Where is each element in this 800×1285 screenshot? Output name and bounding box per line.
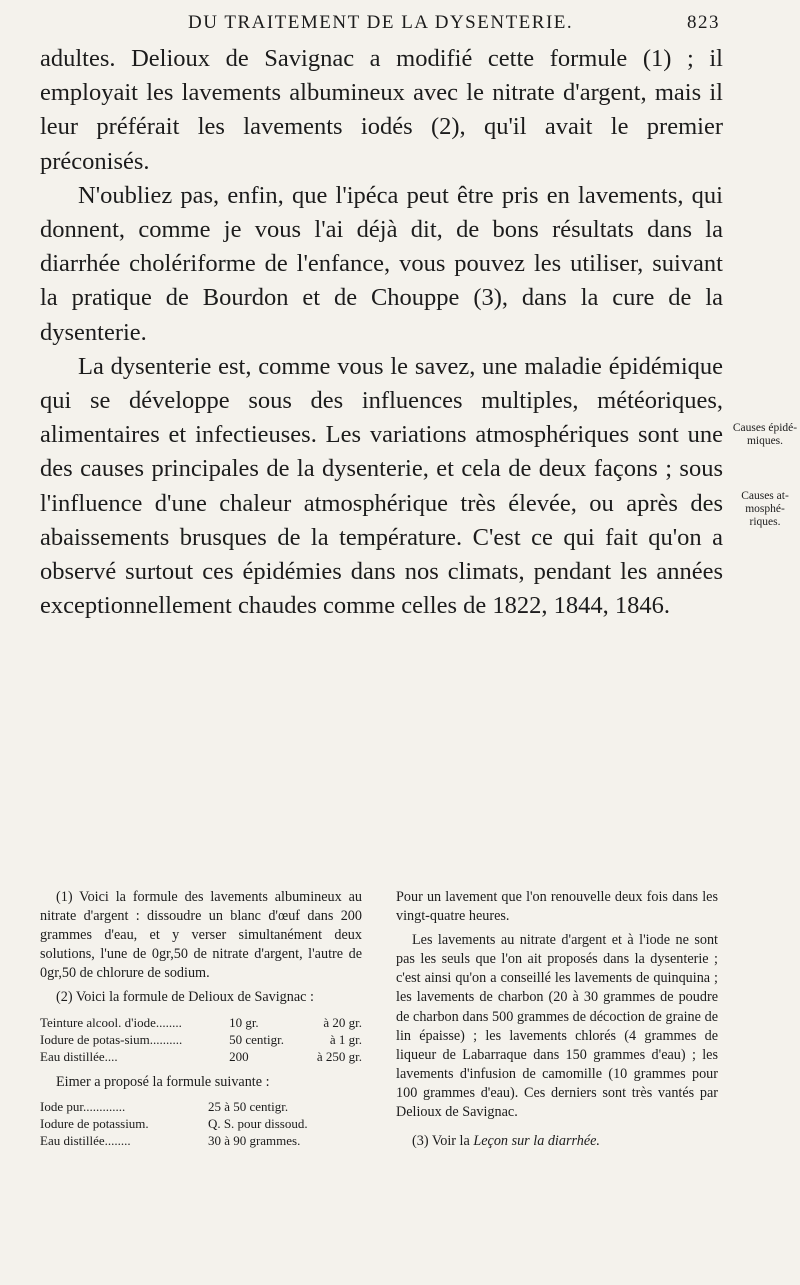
formula-row xyxy=(40,1115,362,1132)
footnotes-right-column xyxy=(396,888,718,1156)
footnote-2: (2) Voici la formule de Delioux de Savignac : xyxy=(56,989,314,1006)
formula-row xyxy=(40,1132,362,1149)
page-header xyxy=(40,6,720,36)
formula-quantity: 10 gr. xyxy=(229,1014,259,1030)
paragraph-3: La dysenterie est, comme vous le savez, une maladie épidémique qui se développe sous des influences multiples, météoriques, alimentaires et infectieuses. Les variations atmosphériques sont une des causes principales de la dysenterie, et cela de deux façons ; sous l'influence d'une chaleur atmosphérique très élevée, ou après des abaissements brusques de la température. C'est ce qui fait qu'on a observé surtout ces épidémies dans nos climats, pendant les années exceptionnellement chaudes comme celles de 1822, 1844, 1846. xyxy=(40,352,723,620)
footnote-3 xyxy=(396,1132,718,1151)
footnote-3-prefix: (3) Voir la xyxy=(412,1133,474,1150)
formula-quantity: 200 xyxy=(229,1048,249,1064)
formula-range: à 1 gr. xyxy=(329,1031,362,1047)
formula-quantity: 25 à 50 centigr. xyxy=(207,1098,289,1114)
formula-row xyxy=(40,1031,362,1048)
page-number: 823 xyxy=(687,12,720,33)
formula-ingredient: Iode pur............. xyxy=(40,1098,126,1114)
formula-range: à 250 gr. xyxy=(316,1048,362,1064)
margin-note-atmospheric: Causes at-mosphé-riques. xyxy=(741,490,789,528)
formula-row xyxy=(40,1048,362,1065)
formula-ingredient: Eau distillée.... xyxy=(40,1048,118,1064)
formula-quantity: 50 centigr. xyxy=(229,1031,284,1047)
margin-note-epidemic: Causes épidé-miques. xyxy=(732,422,798,447)
formula-ingredient: Iodure de potassium. xyxy=(40,1115,149,1131)
paragraph-1: adultes. Delioux de Savignac a modifié cette formule (1) ; il employait les lavements albumineux avec le nitrate d'argent, mais il leur préférait les lavements iodés (2), qu'il avait le premier préconisés. xyxy=(40,45,723,175)
formula-row xyxy=(40,1014,362,1031)
formula-range: à 20 gr. xyxy=(323,1014,362,1030)
paragraph-2: N'oubliez pas, enfin, que l'ipéca peut être pris en lavements, qui donnent, comme je vous l'ai déjà dit, de bons résultats dans la diarrhée cholériforme de l'enfance, vous pouvez les utiliser, suivant la pratique de Bourdon et de Chouppe (3), dans la cure de la dysenterie. xyxy=(40,181,723,346)
formula-row xyxy=(40,1098,362,1115)
formula-ingredient: Teinture alcool. d'iode........ xyxy=(40,1014,182,1030)
footnote-continuation: Pour un lavement que l'on renouvelle deux fois dans les vingt-quatre heures. xyxy=(396,889,718,925)
formula-ingredient: Iodure de potas-sium.......... xyxy=(40,1031,183,1047)
footnotes-left-column xyxy=(40,888,362,1155)
formula-quantity: 30 à 90 grammes. xyxy=(207,1132,301,1148)
formula-quantity: Q. S. pour dissoud. xyxy=(207,1115,308,1131)
footnote-2b: Eimer a proposé la formule suivante : xyxy=(56,1073,270,1090)
footnote-other-enemas: Les lavements au nitrate d'argent et à l'iode ne sont pas les seuls que l'on ait proposés dans la dysenterie ; c'est ainsi qu'on a conseillé les lavements de quinquina ; les lavements de charbon (20 à 30 grammes de poudre de charbon dans 500 grammes de décoction de graine de lin épaisse) ; les lavements chlorés (4 grammes de liqueur de Labarraque dans 150 grammes d'eau) ; les lavements d'infusion de camomille (10 grammes pour 100 grammes d'eau). Ces derniers sont très vantés par Delioux de Savignac. xyxy=(396,932,718,1121)
running-title: DU TRAITEMENT DE LA DYSENTERIE. xyxy=(188,12,574,33)
main-text xyxy=(40,42,723,623)
footnote-3-title: Leçon sur la diarrhée. xyxy=(473,1133,600,1150)
formula-ingredient: Eau distillée........ xyxy=(40,1132,131,1148)
formula-eimer xyxy=(40,1098,362,1149)
footnote-1: (1) Voici la formule des lavements albumineux au nitrate d'argent : dissoudre un blanc d'œuf dans 200 grammes d'eau, et y verser simultanément deux solutions, l'une de 0gr,50 de nitrate d'argent, l'autre de 0gr,50 de chlorure de sodium. xyxy=(40,889,362,982)
formula-delioux xyxy=(40,1014,362,1065)
